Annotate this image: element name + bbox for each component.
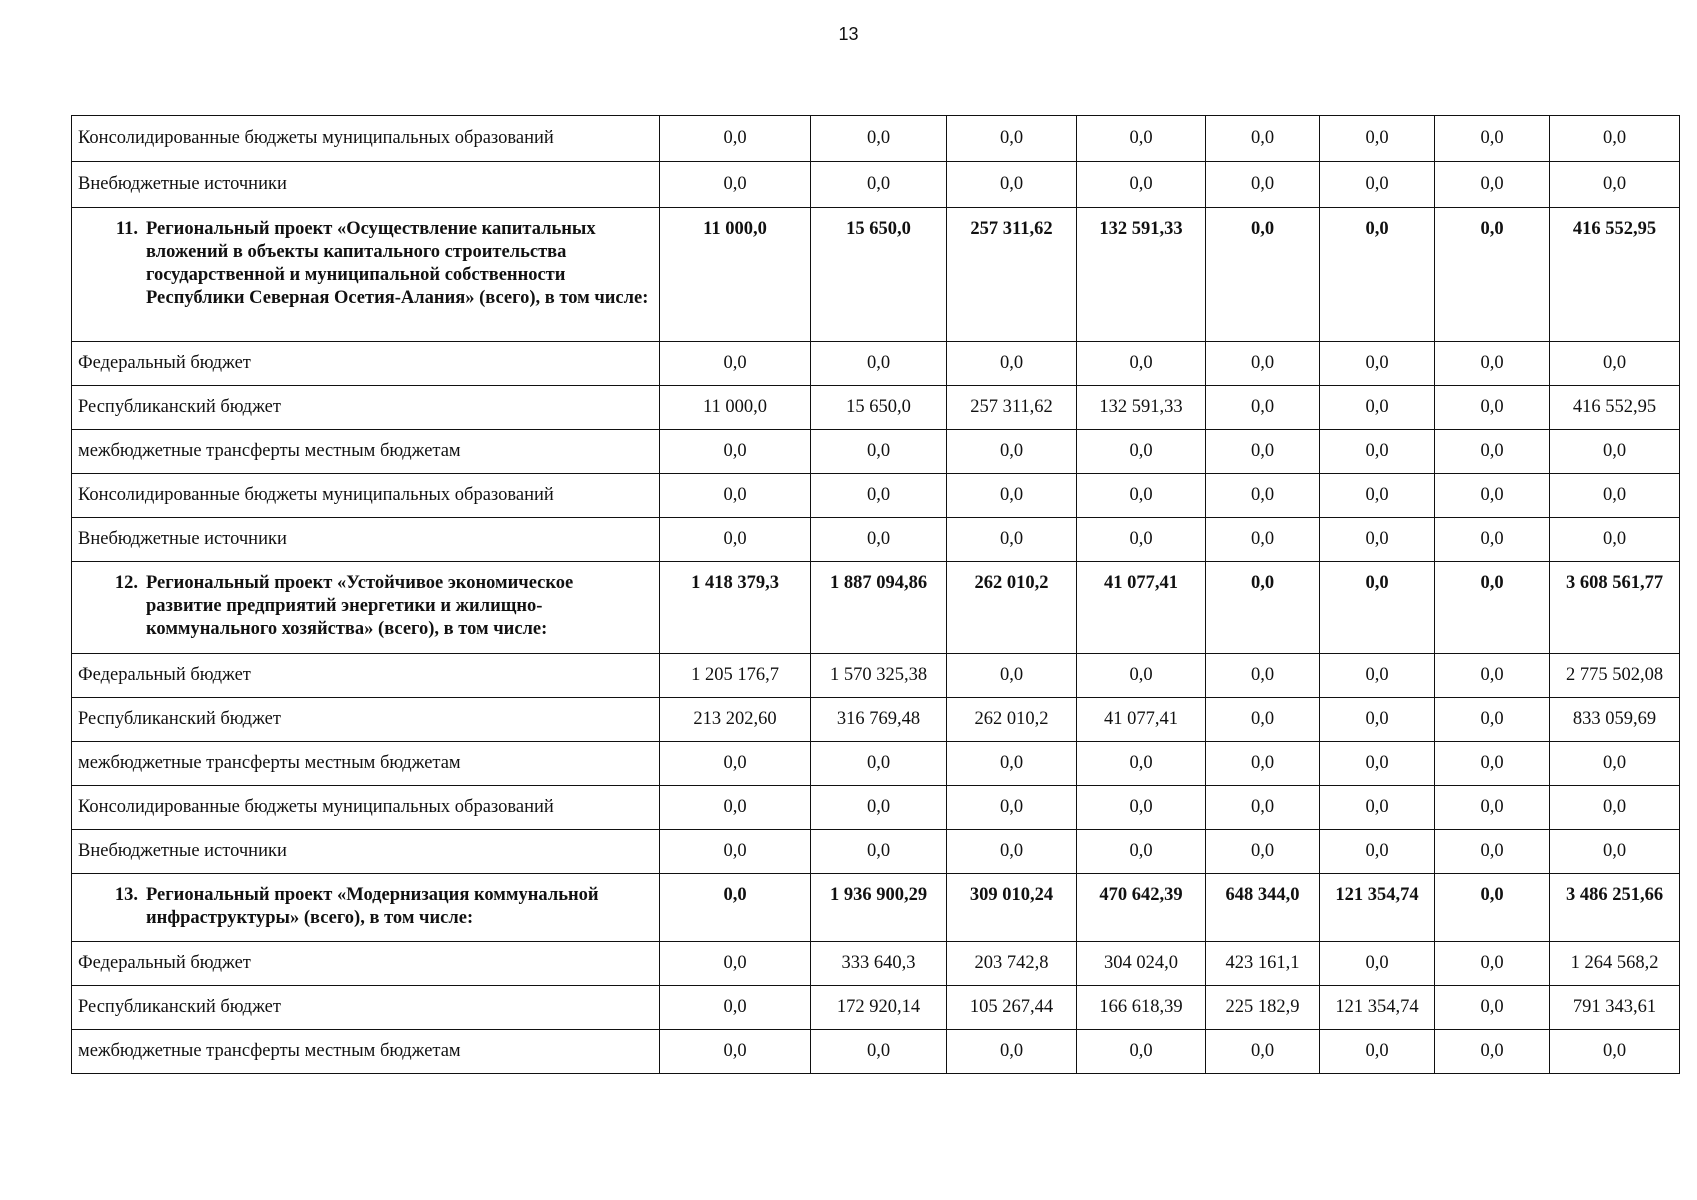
value-cell: 0,0 bbox=[1077, 830, 1206, 874]
value-cell: 0,0 bbox=[1550, 786, 1680, 830]
value-cell: 0,0 bbox=[1550, 162, 1680, 208]
value-cell: 0,0 bbox=[1206, 474, 1320, 518]
value-cell: 0,0 bbox=[1550, 1030, 1680, 1074]
value-cell: 0,0 bbox=[1435, 830, 1550, 874]
value-cell: 648 344,0 bbox=[1206, 874, 1320, 942]
value-cell: 1 264 568,2 bbox=[1550, 942, 1680, 986]
value-cell: 423 161,1 bbox=[1206, 942, 1320, 986]
value-cell: 416 552,95 bbox=[1550, 208, 1680, 342]
row-label-cell: Внебюджетные источники bbox=[72, 518, 660, 562]
budget-table bbox=[71, 115, 1680, 1074]
value-cell: 0,0 bbox=[1206, 830, 1320, 874]
value-cell: 0,0 bbox=[1435, 342, 1550, 386]
value-cell: 0,0 bbox=[1077, 742, 1206, 786]
value-cell: 0,0 bbox=[1320, 518, 1435, 562]
value-cell: 416 552,95 bbox=[1550, 386, 1680, 430]
value-cell: 1 205 176,7 bbox=[660, 654, 811, 698]
value-cell: 0,0 bbox=[1435, 474, 1550, 518]
row-label-cell: Республиканский бюджет bbox=[72, 986, 660, 1030]
row-label-cell: Внебюджетные источники bbox=[72, 162, 660, 208]
value-cell: 0,0 bbox=[660, 162, 811, 208]
value-cell: 0,0 bbox=[947, 654, 1077, 698]
value-cell: 0,0 bbox=[811, 742, 947, 786]
value-cell: 213 202,60 bbox=[660, 698, 811, 742]
value-cell: 11 000,0 bbox=[660, 208, 811, 342]
value-cell: 0,0 bbox=[1206, 1030, 1320, 1074]
value-cell: 0,0 bbox=[811, 430, 947, 474]
value-cell: 0,0 bbox=[1206, 518, 1320, 562]
value-cell: 0,0 bbox=[1435, 562, 1550, 654]
value-cell: 0,0 bbox=[1206, 562, 1320, 654]
value-cell: 0,0 bbox=[1550, 742, 1680, 786]
value-cell: 791 343,61 bbox=[1550, 986, 1680, 1030]
value-cell: 833 059,69 bbox=[1550, 698, 1680, 742]
value-cell: 0,0 bbox=[811, 474, 947, 518]
value-cell: 0,0 bbox=[1435, 698, 1550, 742]
value-cell: 0,0 bbox=[660, 518, 811, 562]
value-cell: 0,0 bbox=[1077, 116, 1206, 162]
value-cell: 0,0 bbox=[1206, 208, 1320, 342]
value-cell: 0,0 bbox=[947, 518, 1077, 562]
value-cell: 0,0 bbox=[811, 342, 947, 386]
project-number: 13. bbox=[114, 885, 138, 905]
value-cell: 0,0 bbox=[1077, 342, 1206, 386]
table-row bbox=[72, 342, 1680, 386]
project-row bbox=[72, 562, 1680, 654]
value-cell: 0,0 bbox=[1435, 874, 1550, 942]
row-label-cell: межбюджетные трансферты местным бюджетам bbox=[72, 742, 660, 786]
value-cell: 333 640,3 bbox=[811, 942, 947, 986]
value-cell: 0,0 bbox=[947, 430, 1077, 474]
table-row bbox=[72, 518, 1680, 562]
value-cell: 0,0 bbox=[1435, 518, 1550, 562]
value-cell: 0,0 bbox=[1206, 342, 1320, 386]
value-cell: 0,0 bbox=[811, 830, 947, 874]
value-cell: 0,0 bbox=[811, 116, 947, 162]
value-cell: 0,0 bbox=[1550, 116, 1680, 162]
value-cell: 0,0 bbox=[1320, 942, 1435, 986]
value-cell: 0,0 bbox=[1206, 162, 1320, 208]
table-row bbox=[72, 386, 1680, 430]
value-cell: 0,0 bbox=[1320, 474, 1435, 518]
value-cell: 262 010,2 bbox=[947, 698, 1077, 742]
value-cell: 0,0 bbox=[1435, 430, 1550, 474]
value-cell: 0,0 bbox=[1435, 208, 1550, 342]
value-cell: 132 591,33 bbox=[1077, 208, 1206, 342]
value-cell: 0,0 bbox=[1320, 342, 1435, 386]
value-cell: 105 267,44 bbox=[947, 986, 1077, 1030]
project-number: 12. bbox=[114, 573, 138, 593]
value-cell: 0,0 bbox=[1550, 518, 1680, 562]
table-row bbox=[72, 1030, 1680, 1074]
value-cell: 0,0 bbox=[660, 742, 811, 786]
row-label-cell: Внебюджетные источники bbox=[72, 830, 660, 874]
value-cell: 1 936 900,29 bbox=[811, 874, 947, 942]
value-cell: 0,0 bbox=[660, 1030, 811, 1074]
value-cell: 0,0 bbox=[660, 830, 811, 874]
project-title: Региональный проект «Осуществление капитальных вложений в объекты капитального строительства государственной и муниципальной собственности Республики Северная Осетия-Алания» (всего), в том числе: bbox=[146, 219, 649, 308]
value-cell: 0,0 bbox=[947, 742, 1077, 786]
value-cell: 0,0 bbox=[1206, 654, 1320, 698]
value-cell: 0,0 bbox=[1435, 942, 1550, 986]
value-cell: 0,0 bbox=[1320, 1030, 1435, 1074]
value-cell: 3 608 561,77 bbox=[1550, 562, 1680, 654]
value-cell: 0,0 bbox=[1435, 654, 1550, 698]
value-cell: 166 618,39 bbox=[1077, 986, 1206, 1030]
table-row bbox=[72, 742, 1680, 786]
value-cell: 257 311,62 bbox=[947, 386, 1077, 430]
value-cell: 0,0 bbox=[811, 1030, 947, 1074]
value-cell: 15 650,0 bbox=[811, 208, 947, 342]
value-cell: 0,0 bbox=[660, 942, 811, 986]
value-cell: 0,0 bbox=[660, 430, 811, 474]
value-cell: 0,0 bbox=[1320, 162, 1435, 208]
row-label-cell: Консолидированные бюджеты муниципальных образований bbox=[72, 786, 660, 830]
value-cell: 0,0 bbox=[660, 474, 811, 518]
value-cell: 203 742,8 bbox=[947, 942, 1077, 986]
value-cell: 15 650,0 bbox=[811, 386, 947, 430]
value-cell: 172 920,14 bbox=[811, 986, 947, 1030]
value-cell: 316 769,48 bbox=[811, 698, 947, 742]
row-label-cell: Федеральный бюджет bbox=[72, 342, 660, 386]
project-number: 11. bbox=[115, 219, 138, 239]
row-label-cell: межбюджетные трансферты местным бюджетам bbox=[72, 430, 660, 474]
value-cell: 132 591,33 bbox=[1077, 386, 1206, 430]
row-label-cell bbox=[72, 562, 660, 654]
row-label-cell: Федеральный бюджет bbox=[72, 654, 660, 698]
row-label-cell: Федеральный бюджет bbox=[72, 942, 660, 986]
value-cell: 0,0 bbox=[1320, 830, 1435, 874]
row-label-cell bbox=[72, 208, 660, 342]
value-cell: 0,0 bbox=[947, 1030, 1077, 1074]
value-cell: 0,0 bbox=[1550, 342, 1680, 386]
value-cell: 262 010,2 bbox=[947, 562, 1077, 654]
value-cell: 0,0 bbox=[947, 786, 1077, 830]
value-cell: 3 486 251,66 bbox=[1550, 874, 1680, 942]
value-cell: 0,0 bbox=[1320, 786, 1435, 830]
table-body bbox=[72, 116, 1680, 1074]
value-cell: 0,0 bbox=[811, 162, 947, 208]
value-cell: 0,0 bbox=[1206, 386, 1320, 430]
value-cell: 0,0 bbox=[1320, 116, 1435, 162]
value-cell: 0,0 bbox=[1435, 1030, 1550, 1074]
row-label-cell bbox=[72, 874, 660, 942]
value-cell: 0,0 bbox=[1320, 654, 1435, 698]
row-label-cell: Консолидированные бюджеты муниципальных образований bbox=[72, 116, 660, 162]
value-cell: 0,0 bbox=[1077, 518, 1206, 562]
value-cell: 0,0 bbox=[1077, 786, 1206, 830]
row-label-cell: Республиканский бюджет bbox=[72, 698, 660, 742]
table-row bbox=[72, 942, 1680, 986]
table-row bbox=[72, 986, 1680, 1030]
value-cell: 0,0 bbox=[1206, 430, 1320, 474]
table-row bbox=[72, 698, 1680, 742]
value-cell: 0,0 bbox=[947, 116, 1077, 162]
table-row bbox=[72, 430, 1680, 474]
row-label-cell: Республиканский бюджет bbox=[72, 386, 660, 430]
value-cell: 0,0 bbox=[1320, 208, 1435, 342]
page-number: 13 bbox=[838, 24, 859, 44]
project-title: Региональный проект «Устойчивое экономическое развитие предприятий энергетики и жилищно-коммунального хозяйства» (всего), в том числе: bbox=[146, 573, 574, 639]
value-cell: 0,0 bbox=[1435, 116, 1550, 162]
table-row bbox=[72, 654, 1680, 698]
value-cell: 0,0 bbox=[1077, 162, 1206, 208]
table-row bbox=[72, 474, 1680, 518]
value-cell: 0,0 bbox=[1435, 742, 1550, 786]
value-cell: 309 010,24 bbox=[947, 874, 1077, 942]
value-cell: 0,0 bbox=[1206, 116, 1320, 162]
table-row bbox=[72, 786, 1680, 830]
value-cell: 0,0 bbox=[947, 474, 1077, 518]
value-cell: 41 077,41 bbox=[1077, 562, 1206, 654]
value-cell: 0,0 bbox=[1550, 474, 1680, 518]
value-cell: 1 570 325,38 bbox=[811, 654, 947, 698]
value-cell: 0,0 bbox=[1077, 474, 1206, 518]
row-label-cell: межбюджетные трансферты местным бюджетам bbox=[72, 1030, 660, 1074]
value-cell: 0,0 bbox=[660, 874, 811, 942]
value-cell: 257 311,62 bbox=[947, 208, 1077, 342]
value-cell: 0,0 bbox=[660, 986, 811, 1030]
value-cell: 1 418 379,3 bbox=[660, 562, 811, 654]
value-cell: 0,0 bbox=[1320, 430, 1435, 474]
value-cell: 0,0 bbox=[811, 518, 947, 562]
value-cell: 0,0 bbox=[1550, 830, 1680, 874]
value-cell: 0,0 bbox=[947, 162, 1077, 208]
value-cell: 41 077,41 bbox=[1077, 698, 1206, 742]
value-cell: 0,0 bbox=[1435, 986, 1550, 1030]
value-cell: 0,0 bbox=[811, 786, 947, 830]
value-cell: 0,0 bbox=[947, 342, 1077, 386]
value-cell: 11 000,0 bbox=[660, 386, 811, 430]
value-cell: 0,0 bbox=[1320, 562, 1435, 654]
value-cell: 304 024,0 bbox=[1077, 942, 1206, 986]
value-cell: 0,0 bbox=[1077, 1030, 1206, 1074]
value-cell: 0,0 bbox=[1206, 786, 1320, 830]
value-cell: 0,0 bbox=[660, 786, 811, 830]
value-cell: 0,0 bbox=[1206, 698, 1320, 742]
value-cell: 0,0 bbox=[1435, 786, 1550, 830]
row-label-cell: Консолидированные бюджеты муниципальных образований bbox=[72, 474, 660, 518]
value-cell: 0,0 bbox=[1077, 654, 1206, 698]
value-cell: 121 354,74 bbox=[1320, 874, 1435, 942]
value-cell: 0,0 bbox=[947, 830, 1077, 874]
value-cell: 0,0 bbox=[660, 342, 811, 386]
value-cell: 0,0 bbox=[1206, 742, 1320, 786]
value-cell: 0,0 bbox=[660, 116, 811, 162]
value-cell: 1 887 094,86 bbox=[811, 562, 947, 654]
value-cell: 0,0 bbox=[1320, 698, 1435, 742]
value-cell: 0,0 bbox=[1550, 430, 1680, 474]
project-row bbox=[72, 208, 1680, 342]
project-title: Региональный проект «Модернизация коммунальной инфраструктуры» (всего), в том числе: bbox=[146, 885, 599, 928]
value-cell: 225 182,9 bbox=[1206, 986, 1320, 1030]
value-cell: 0,0 bbox=[1435, 386, 1550, 430]
value-cell: 2 775 502,08 bbox=[1550, 654, 1680, 698]
table-row bbox=[72, 162, 1680, 208]
value-cell: 0,0 bbox=[1077, 430, 1206, 474]
value-cell: 121 354,74 bbox=[1320, 986, 1435, 1030]
value-cell: 0,0 bbox=[1320, 386, 1435, 430]
table-row bbox=[72, 830, 1680, 874]
value-cell: 0,0 bbox=[1435, 162, 1550, 208]
value-cell: 0,0 bbox=[1320, 742, 1435, 786]
value-cell: 470 642,39 bbox=[1077, 874, 1206, 942]
table-row bbox=[72, 116, 1680, 162]
project-row bbox=[72, 874, 1680, 942]
